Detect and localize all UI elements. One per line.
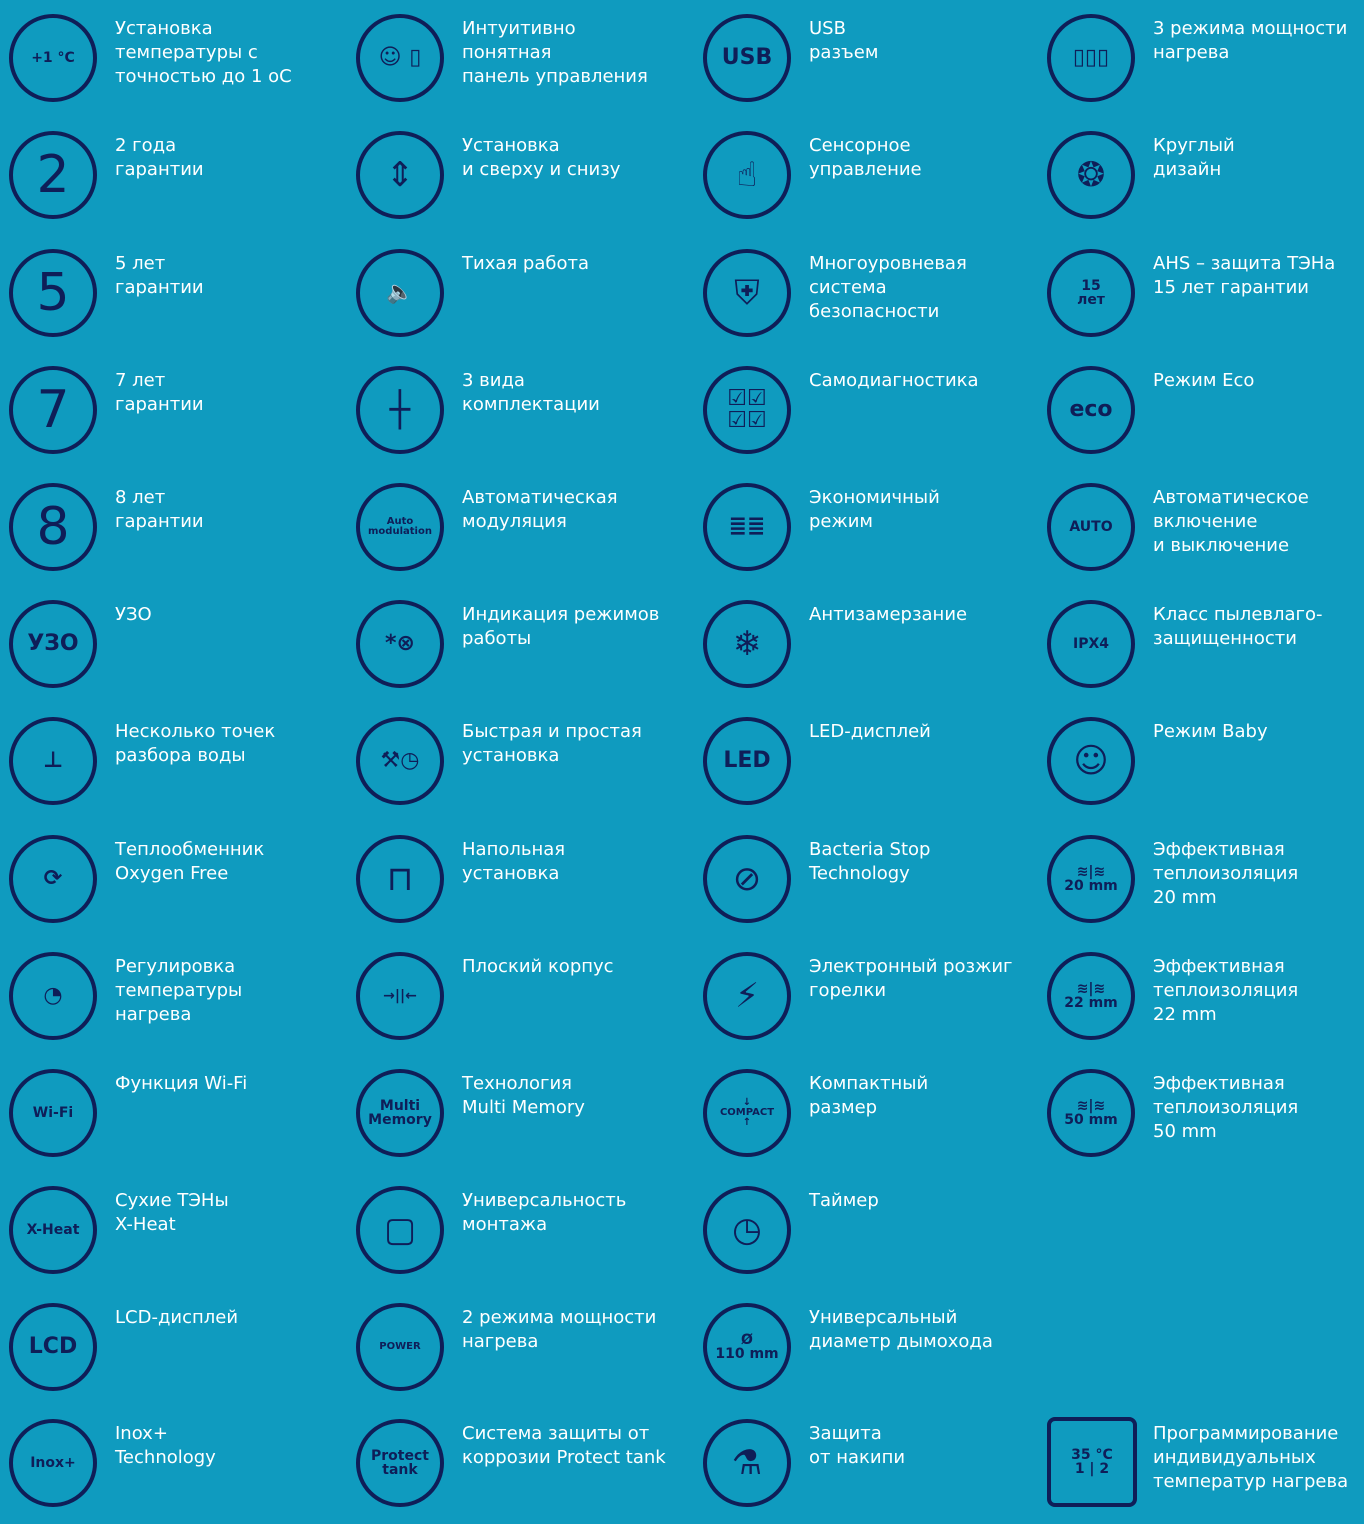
insulation-22-icon (1047, 952, 1135, 1040)
temperature-regulation-icon (9, 952, 97, 1040)
icon-glyph: ⚒◷ (380, 748, 420, 773)
feature-label: Интуитивно понятная панель управления (462, 18, 648, 87)
feature-label: Inox+ Technology (115, 1423, 216, 1468)
feature-label: Круглый дизайн (1153, 135, 1235, 180)
multi-memory-icon (356, 1069, 444, 1157)
feature-item (0, 947, 340, 1057)
auto-icon (1047, 483, 1135, 571)
icon-glyph: ⇕ (385, 155, 415, 195)
eco-icon (1047, 366, 1135, 454)
icon-glyph: ⚗ (731, 1443, 763, 1483)
icon-glyph: ☝ (736, 155, 758, 195)
feature-label: USB разъем (809, 18, 879, 63)
feature-label: Электронный розжиг горелки (809, 956, 1013, 1001)
chimney-diameter-icon (703, 1303, 791, 1391)
feature-item (347, 361, 687, 471)
inox-icon (9, 1419, 97, 1507)
feature-label: Эффективная теплоизоляция 20 mm (1153, 839, 1299, 908)
feature-label: Несколько точек разбора воды (115, 721, 276, 766)
icon-glyph: *⊗ (385, 631, 415, 656)
feature-item (694, 361, 1034, 471)
feature-label: LED-дисплей (809, 721, 931, 742)
timer-icon (703, 1186, 791, 1274)
feature-label: Тихая работа (462, 253, 590, 274)
two-years-warranty-icon (9, 131, 97, 219)
icon-glyph: ⚡ (735, 976, 759, 1016)
icon-glyph: ⛨ (734, 273, 760, 313)
universal-mounting-icon (356, 1186, 444, 1274)
floor-install-icon (356, 835, 444, 923)
icon-glyph: ☑☑ ☑☑ (727, 386, 767, 433)
feature-item (1038, 244, 1364, 354)
feature-label: Самодиагностика (809, 370, 979, 391)
intuitive-panel-icon (356, 14, 444, 102)
icon-glyph: ≣≣ (728, 514, 766, 539)
icon-glyph: 2 (36, 145, 70, 205)
feature-label: Bacteria Stop Technology (809, 839, 931, 884)
multiple-water-points-icon (9, 717, 97, 805)
feature-label: Теплообменник Oxygen Free (115, 839, 265, 884)
icon-glyph: LED (723, 748, 771, 773)
top-bottom-install-icon (356, 131, 444, 219)
icon-glyph: Multi Memory (368, 1098, 432, 1128)
feature-label: Индикация режимов работы (462, 604, 660, 649)
feature-label: Компактный размер (809, 1073, 929, 1118)
feature-item (347, 1298, 687, 1408)
icon-glyph: ↓ COMPACT ↑ (719, 1097, 775, 1128)
icon-glyph: ◷ (732, 1210, 762, 1250)
heat-exchanger-icon (9, 835, 97, 923)
icon-glyph: Auto modulation (368, 516, 432, 537)
seven-years-warranty-icon (9, 366, 97, 454)
three-configurations-icon (356, 366, 444, 454)
ignition-icon (703, 952, 791, 1040)
icon-glyph: ☺ (1073, 741, 1109, 781)
ipx4-icon (1047, 600, 1135, 688)
feature-item (0, 595, 340, 705)
icon-glyph: 15 лет (1077, 278, 1105, 308)
feature-item (1038, 361, 1364, 471)
feature-item (1038, 126, 1364, 236)
feature-label: Технология Multi Memory (462, 1073, 585, 1118)
led-icon (703, 717, 791, 805)
feature-label: Установка и сверху и снизу (462, 135, 621, 180)
feature-item (1038, 1064, 1364, 1174)
icon-glyph: ┼ (389, 390, 411, 430)
feature-item (0, 712, 340, 822)
feature-label: 5 лет гарантии (115, 253, 204, 298)
feature-label: 3 вида комплектации (462, 370, 600, 415)
five-years-warranty-icon (9, 249, 97, 337)
feature-item (0, 9, 340, 119)
feature-item (694, 1181, 1034, 1291)
feature-label: 8 лет гарантии (115, 487, 204, 532)
feature-item (347, 595, 687, 705)
icon-glyph: УЗО (27, 631, 79, 656)
lcd-icon (9, 1303, 97, 1391)
icon-glyph: IPX4 (1072, 636, 1109, 652)
quick-install-icon (356, 717, 444, 805)
icon-glyph: 5 (36, 263, 70, 323)
icon-glyph: ❄ (732, 624, 762, 664)
feature-item (694, 947, 1034, 1057)
icon-glyph: ⟳ (43, 866, 63, 891)
feature-item (694, 712, 1034, 822)
icon-glyph: AUTO (1069, 519, 1113, 535)
feature-label: УЗО (115, 604, 152, 625)
icon-glyph: ▯▯▯ (1072, 45, 1110, 70)
feature-item (0, 126, 340, 236)
icon-glyph: ◔ (43, 983, 63, 1008)
icon-glyph: X-Heat (26, 1222, 80, 1238)
feature-item (347, 9, 687, 119)
uzo-icon (9, 600, 97, 688)
feature-item (1038, 947, 1364, 1057)
feature-item (694, 9, 1034, 119)
feature-item (1038, 595, 1364, 705)
temperature-plus-one-icon (9, 14, 97, 102)
feature-item (1038, 478, 1364, 588)
round-design-icon (1047, 131, 1135, 219)
icon-glyph: ⊘ (732, 859, 762, 899)
feature-item (694, 830, 1034, 940)
feature-label: Автоматическая модуляция (462, 487, 618, 532)
icon-glyph: 8 (36, 497, 70, 557)
feature-label: Сухие ТЭНы X-Heat (115, 1190, 229, 1235)
feature-item (347, 712, 687, 822)
feature-label: Эффективная теплоизоляция 22 mm (1153, 956, 1299, 1025)
icon-glyph: ≋|≋ 20 mm (1064, 864, 1118, 894)
feature-label: Класс пылевлаго- защищенности (1153, 604, 1323, 649)
feature-item (0, 1181, 340, 1291)
icon-glyph: ⊓ (386, 859, 414, 899)
icon-glyph: Protect tank (371, 1448, 429, 1478)
icon-glyph: USB (721, 45, 773, 70)
feature-item (347, 1064, 687, 1174)
feature-label: 2 режима мощности нагрева (462, 1307, 657, 1352)
feature-item (1038, 1414, 1364, 1524)
icon-glyph: Inox+ (30, 1455, 76, 1471)
feature-label: Сенсорное управление (809, 135, 922, 180)
icon-glyph: eco (1069, 397, 1113, 422)
usb-icon (703, 14, 791, 102)
insulation-20-icon (1047, 835, 1135, 923)
feature-item (0, 1064, 340, 1174)
feature-item (1038, 712, 1364, 822)
compact-icon (703, 1069, 791, 1157)
feature-label: Режим Eco (1153, 370, 1255, 391)
three-power-modes-icon (1047, 14, 1135, 102)
feature-label: 3 режима мощности нагрева (1153, 18, 1348, 63)
scale-protection-icon (703, 1419, 791, 1507)
feature-label: Режим Baby (1153, 721, 1268, 742)
feature-item (1038, 830, 1364, 940)
antifreeze-icon (703, 600, 791, 688)
feature-item (0, 830, 340, 940)
icon-glyph: 35 °C 1 | 2 (1071, 1447, 1113, 1477)
icon-glyph: ≋|≋ 22 mm (1064, 981, 1118, 1011)
shield-icon (703, 249, 791, 337)
baby-icon (1047, 717, 1135, 805)
icon-glyph: 🔈 (386, 280, 414, 305)
feature-item (347, 1414, 687, 1524)
feature-label: 7 лет гарантии (115, 370, 204, 415)
feature-label: 2 года гарантии (115, 135, 204, 180)
icon-glyph: 7 (36, 380, 70, 440)
icon-glyph: ≋|≋ 50 mm (1064, 1098, 1118, 1128)
auto-modulation-icon (356, 483, 444, 571)
icon-glyph: ⊥ (42, 748, 64, 773)
feature-label: Регулировка температуры нагрева (115, 956, 243, 1025)
icon-glyph: →||← (383, 988, 417, 1004)
feature-label: Система защиты от коррозии Protect tank (462, 1423, 666, 1468)
flat-body-icon (356, 952, 444, 1040)
feature-item (694, 478, 1034, 588)
programming-icon (1047, 1417, 1137, 1507)
feature-label: Универсальный диаметр дымохода (809, 1307, 993, 1352)
icon-glyph: ▢ (383, 1210, 417, 1250)
feature-label: Экономичный режим (809, 487, 940, 532)
feature-item (347, 1181, 687, 1291)
protect-tank-icon (356, 1419, 444, 1507)
coins-icon (703, 483, 791, 571)
x-heat-icon (9, 1186, 97, 1274)
icon-glyph: Wi-Fi (32, 1105, 74, 1121)
wifi-icon (9, 1069, 97, 1157)
feature-label: Эффективная теплоизоляция 50 mm (1153, 1073, 1299, 1142)
feature-label: LCD-дисплей (115, 1307, 239, 1328)
icon-glyph: ☺ ▯ (378, 45, 422, 70)
icon-glyph: POWER (379, 1341, 421, 1352)
feature-label: Быстрая и простая установка (462, 721, 642, 766)
feature-item (0, 1414, 340, 1524)
feature-item (347, 947, 687, 1057)
feature-label: Программирование индивидуальных температур нагрева (1153, 1423, 1349, 1492)
icon-glyph: LCD (28, 1334, 78, 1359)
feature-label: Защита от накипи (809, 1423, 906, 1468)
feature-item (694, 1064, 1034, 1174)
icon-glyph: Ø 110 mm (715, 1332, 779, 1362)
feature-item (694, 1414, 1034, 1524)
quiet-operation-icon (356, 249, 444, 337)
feature-item (0, 478, 340, 588)
feature-label: Универсальность монтажа (462, 1190, 627, 1235)
feature-label: Многоуровневая система безопасности (809, 253, 967, 322)
feature-label: Плоский корпус (462, 956, 614, 977)
feature-item (347, 478, 687, 588)
feature-item (694, 1298, 1034, 1408)
self-diagnostics-icon (703, 366, 791, 454)
feature-item (347, 830, 687, 940)
eight-years-warranty-icon (9, 483, 97, 571)
feature-item (1038, 9, 1364, 119)
feature-item (0, 1298, 340, 1408)
insulation-50-icon (1047, 1069, 1135, 1157)
feature-label: Установка температуры с точностью до 1 оС (115, 18, 292, 87)
feature-item (0, 361, 340, 471)
feature-label: Функция Wi-Fi (115, 1073, 248, 1094)
icon-glyph: +1 °C (31, 50, 75, 66)
bacteria-stop-icon (703, 835, 791, 923)
feature-item (694, 126, 1034, 236)
mode-indication-icon (356, 600, 444, 688)
power-two-modes-icon (356, 1303, 444, 1391)
feature-label: Автоматическое включение и выключение (1153, 487, 1309, 556)
feature-label: AHS – защита ТЭНа 15 лет гарантии (1153, 253, 1336, 298)
ahs-icon (1047, 249, 1135, 337)
feature-label: Антизамерзание (809, 604, 968, 625)
touch-control-icon (703, 131, 791, 219)
icon-glyph: ❂ (1076, 155, 1106, 195)
feature-item (0, 244, 340, 354)
feature-label: Таймер (809, 1190, 879, 1211)
feature-label: Напольная установка (462, 839, 566, 884)
feature-item (347, 126, 687, 236)
feature-item (347, 244, 687, 354)
feature-item (694, 244, 1034, 354)
feature-item (694, 595, 1034, 705)
